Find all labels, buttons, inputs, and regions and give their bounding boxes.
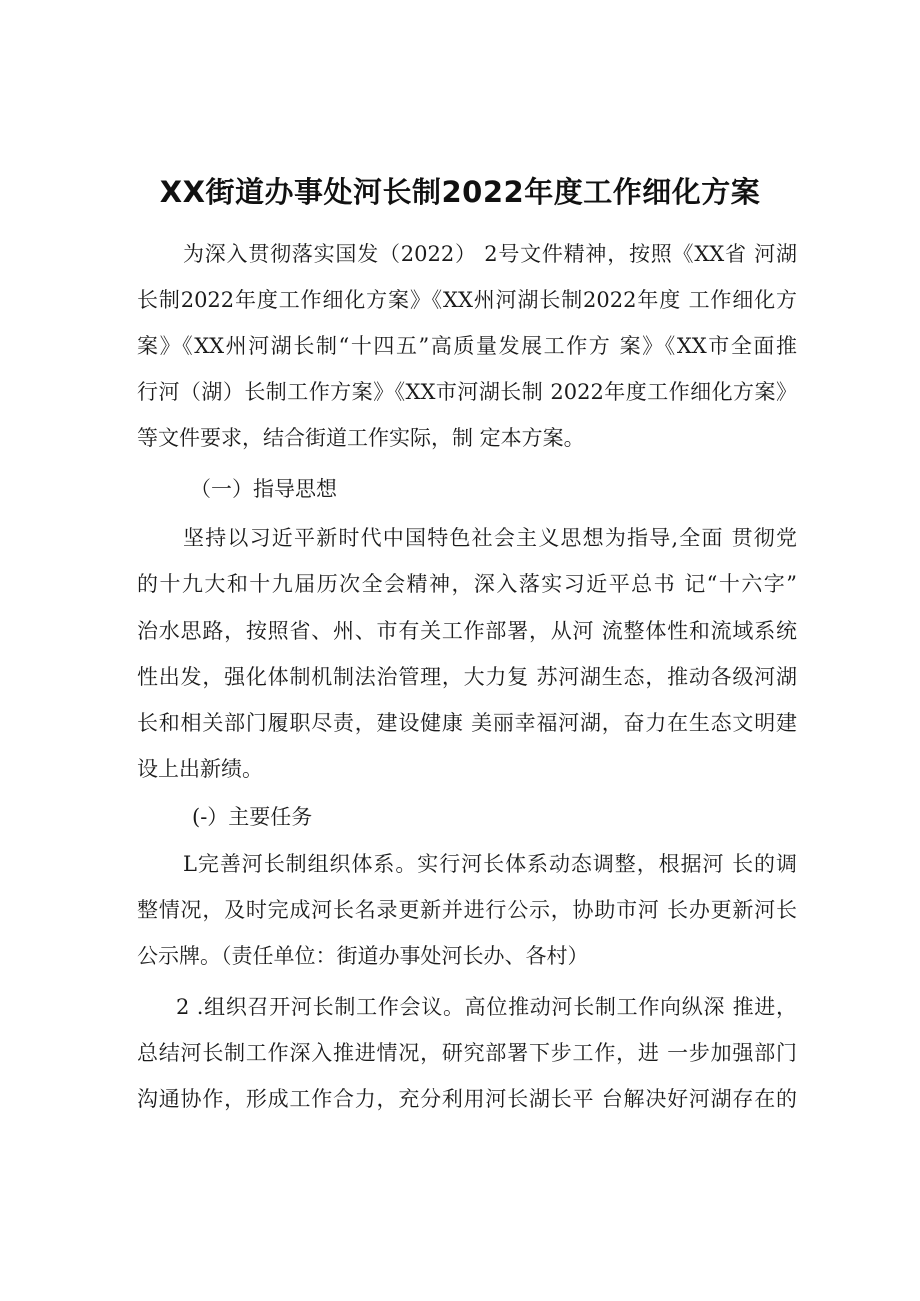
task-1-line-1: L完善河长制组织体系。实行河长体系动态调整，根据河 长的调 — [183, 852, 797, 876]
task-2-line-3: 沟通协作，形成工作合力，充分利用河长湖长平 台解决好河湖存在的 — [137, 1087, 797, 1111]
section-1-line-1: 坚持以习近平新时代中国特色社会主义思想为指导,全面 贯彻党 — [183, 526, 797, 550]
section-heading-main-tasks: (-）主要任务 — [192, 805, 313, 829]
task-1-line-2: 整情况，及时完成河长名录更新并进行公示，协助市河 长办更新河长 — [137, 898, 797, 922]
task-2-line-2: 总结河长制工作深入推进情况，研究部署下步工作，进 一步加强部门 — [137, 1041, 797, 1065]
section-1-line-2: 的十九大和十九届历次全会精神，深入落实习近平总书 记“十六字” — [137, 572, 797, 596]
section-1-line-5: 长和相关部门履职尽责，建设健康 美丽幸福河湖，奋力在生态文明建 — [137, 711, 797, 735]
section-1-line-3: 治水思路，按照省、州、市有关工作部署，从河 流整体性和流域系统 — [137, 619, 797, 643]
intro-line-3: 案》《XX州河湖长制“十四五”高质量发展工作方 案》《XX市全面推 — [137, 334, 797, 358]
section-1-line-4: 性出发，强化体制机制法治管理，大力复 苏河湖生态，推动各级河湖 — [137, 665, 797, 689]
task-1-line-3: 公示牌。（责任单位：街道办事处河长办、各村） — [137, 944, 589, 968]
document-title: XX街道办事处河长制2022年度工作细化方案 — [159, 175, 761, 209]
intro-line-5: 等文件要求，结合街道工作实际，制 定本方案。 — [137, 426, 585, 450]
section-heading-guiding-ideology: （一）指导思想 — [190, 477, 337, 501]
section-1-line-6: 设上出新绩。 — [137, 757, 263, 781]
intro-line-4: 行河（湖）长制工作方案》《XX市河湖长制 2022年度工作细化方案》 — [137, 380, 797, 404]
intro-line-2: 长制2022年度工作细化方案》《XX州河湖长制2022年度 工作细化方 — [137, 288, 797, 312]
intro-line-1: 为深入贯彻落实国发（2022） 2号文件精神，按照《XX省 河湖 — [183, 242, 797, 266]
task-2-line-1: 2 .组织召开河长制工作会议。高位推动河长制工作向纵深 推进， — [176, 995, 797, 1019]
